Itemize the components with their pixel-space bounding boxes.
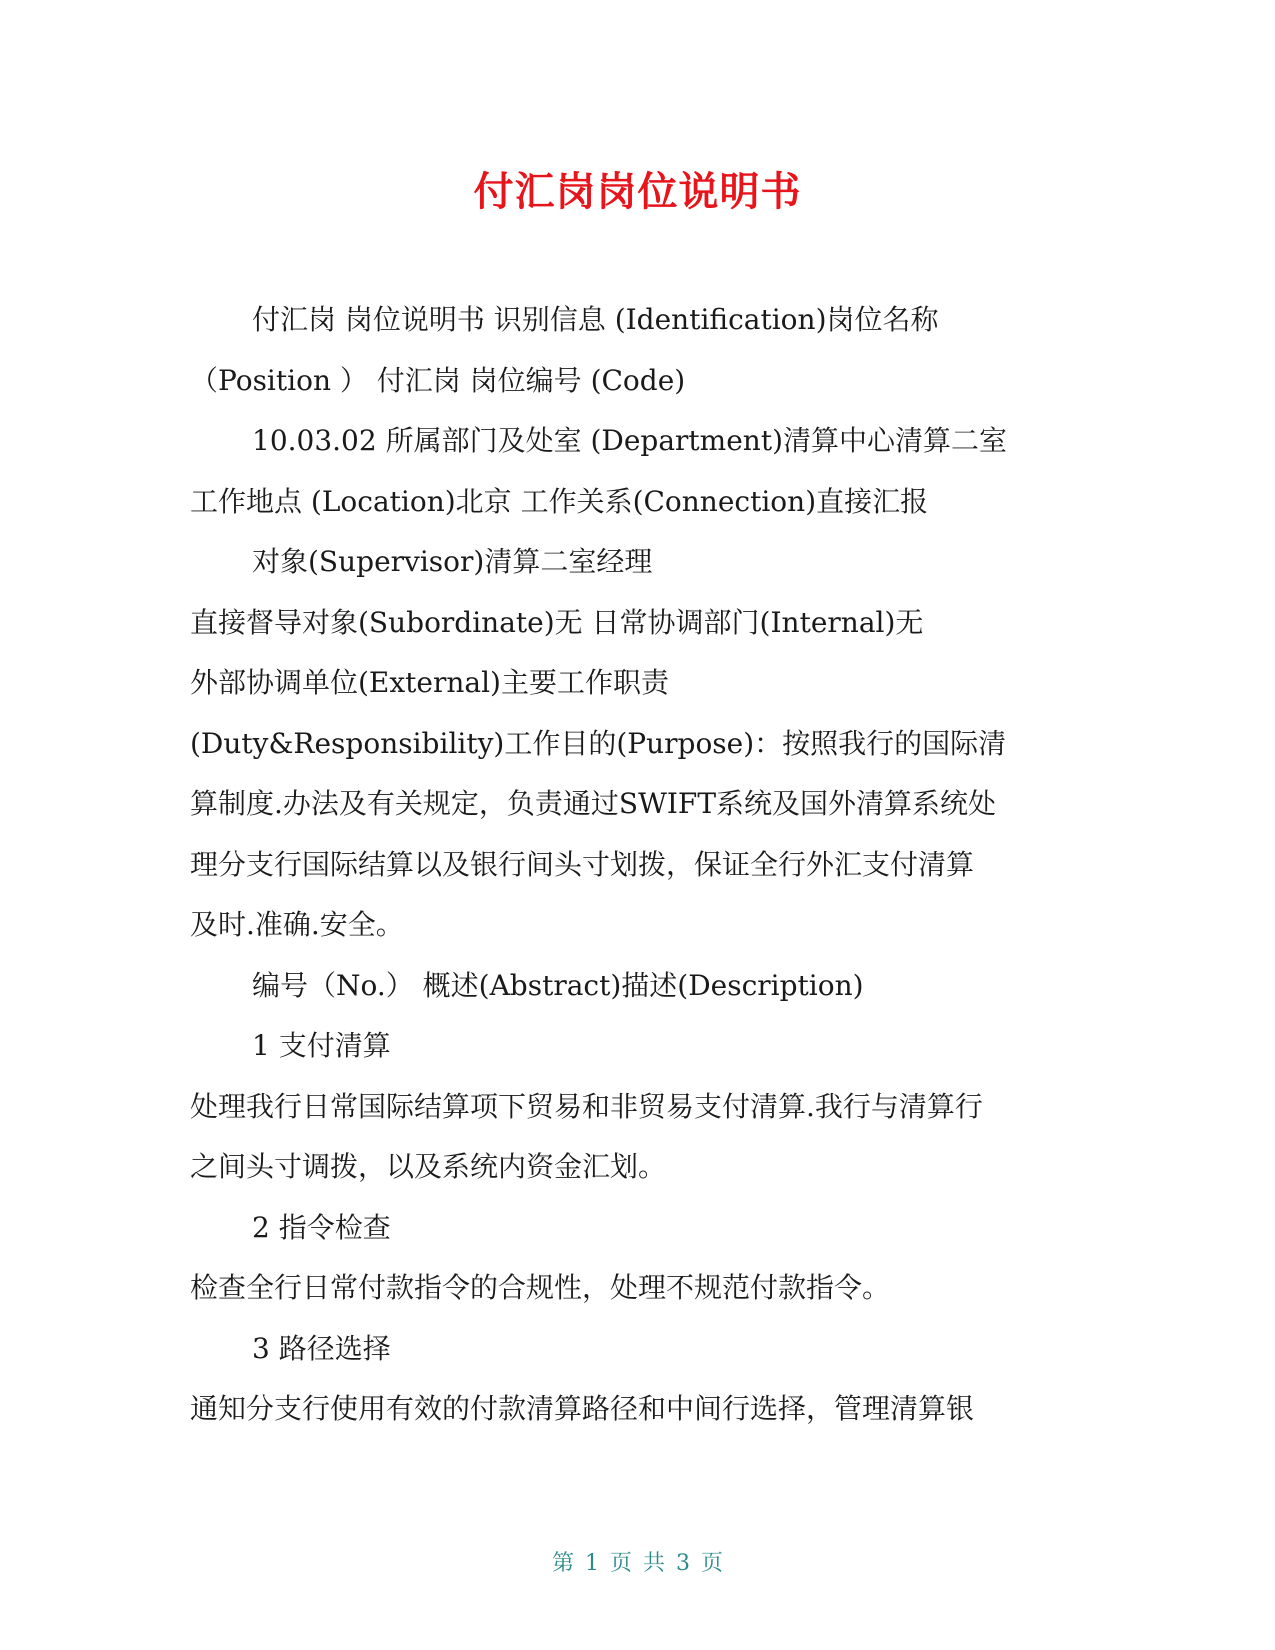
body-line: （Position ） 付汇岗 岗位编号 (Code)	[190, 363, 686, 397]
page-footer: 第 1 页 共 3 页	[552, 1551, 723, 1576]
body-line: 10.03.02 所属部门及处室 (Department)清算中心清算二室	[252, 424, 1008, 457]
section-heading: 3 路径选择	[252, 1331, 391, 1365]
body-line: 之间头寸调拨，以及系统内资金汇划。	[190, 1150, 667, 1183]
body-line: 检查全行日常付款指令的合规性，处理不规范付款指令。	[190, 1271, 891, 1304]
document-body	[190, 290, 1090, 1440]
section-heading: 2 指令检查	[252, 1210, 391, 1244]
body-line: 通知分支行使用有效的付款清算路径和中间行选择，管理清算银	[190, 1392, 975, 1425]
body-line: 理分支行国际结算以及银行间头寸划拨，保证全行外汇支付清算	[190, 847, 975, 881]
document-title: 付汇岗岗位说明书	[473, 169, 802, 215]
body-line: 工作地点 (Location)北京 工作关系(Connection)直接汇报	[190, 484, 929, 518]
body-line: 编号（No.） 概述(Abstract)描述(Description)	[252, 968, 864, 1002]
section-heading: 1 支付清算	[252, 1029, 391, 1062]
body-line: 直接督导对象(Subordinate)无 日常协调部门(Internal)无	[190, 605, 924, 639]
body-line: 对象(Supervisor)清算二室经理	[252, 545, 653, 578]
body-line: 外部协调单位(External)主要工作职责	[190, 666, 669, 699]
body-line: 算制度.办法及有关规定，负责通过SWIFT系统及国外清算系统处	[190, 787, 997, 820]
body-line: 付汇岗 岗位说明书 识别信息 (Identification)岗位名称	[252, 303, 939, 336]
body-line: (Duty&Responsibility)工作目的(Purpose)：按照我行的国际清	[190, 726, 1007, 760]
body-line: 处理我行日常国际结算项下贸易和非贸易支付清算.我行与清算行	[190, 1089, 983, 1123]
body-line: 及时.准确.安全。	[190, 908, 404, 941]
